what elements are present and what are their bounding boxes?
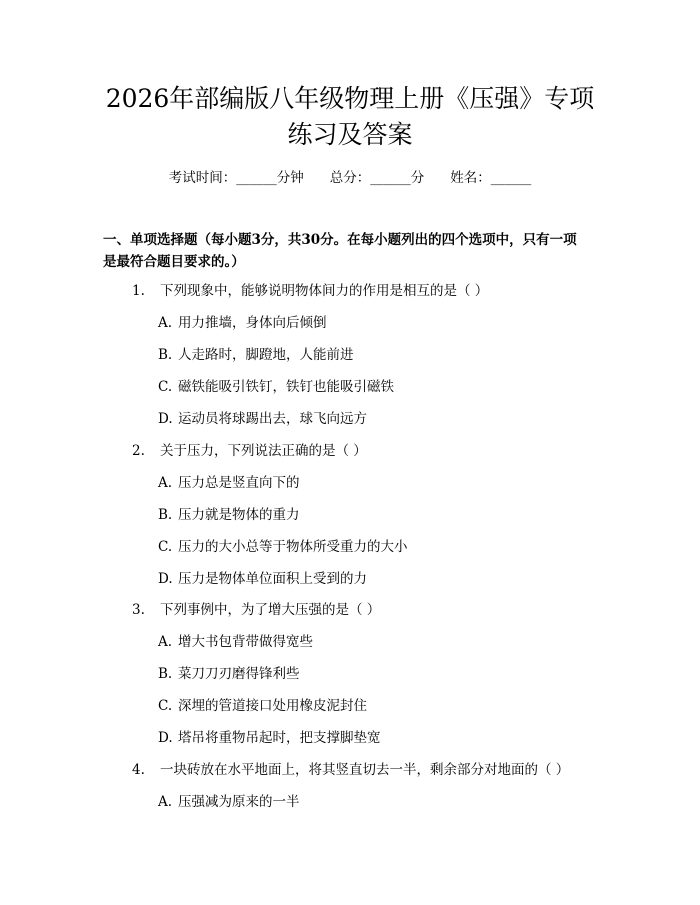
option-letter: A. (158, 794, 173, 810)
question-1-option-c (158, 378, 394, 396)
option-letter: B. (158, 666, 173, 682)
question-text: 下列现象中，能够说明物体间力的作用是相互的是（ ） (160, 283, 489, 299)
question-2 (132, 442, 367, 460)
option-text: 增大书包背带做得宽些 (178, 634, 313, 650)
total-score: 总分：______分 (329, 170, 425, 186)
question-text: 关于压力，下列说法正确的是（ ） (160, 443, 367, 459)
student-name: 姓名：______ (450, 170, 532, 186)
option-letter: B. (158, 347, 173, 363)
question-text: 一块砖放在水平地面上，将其竖直切去一半，剩余部分对地面的（ ） (160, 762, 570, 778)
option-text: 运动员将球踢出去，球飞向远方 (178, 411, 367, 427)
option-letter: D. (158, 730, 173, 746)
option-text: 磁铁能吸引铁钉，铁钉也能吸引磁铁 (178, 379, 394, 395)
option-text: 压力总是竖直向下的 (178, 475, 300, 491)
question-3-option-a (158, 633, 313, 651)
question-4 (132, 761, 569, 779)
question-2-option-b (158, 506, 300, 524)
option-letter: B. (158, 507, 173, 523)
question-number: 3. (132, 602, 145, 618)
question-2-option-a (158, 474, 300, 492)
option-text: 压力就是物体的重力 (178, 507, 300, 523)
option-text: 菜刀刀刃磨得锋利些 (178, 666, 300, 682)
document-title-line-2: 练习及答案 (287, 120, 413, 149)
option-text: 深埋的管道接口处用橡皮泥封住 (178, 698, 367, 714)
document-title-line-1: 2026年部编版八年级物理上册《压强》专项 (105, 84, 595, 113)
question-1 (132, 282, 488, 300)
option-letter: D. (158, 571, 173, 587)
exam-info (0, 169, 700, 187)
question-number: 2. (132, 443, 145, 459)
question-text: 下列事例中，为了增大压强的是（ ） (160, 602, 381, 618)
question-number: 1. (132, 283, 145, 299)
option-text: 用力推墙，身体向后倾倒 (178, 315, 327, 331)
question-2-option-c (158, 538, 408, 556)
section-heading-line-1: 一、单项选择题（每小题3分，共30分。在每小题列出的四个选项中，只有一项 (103, 232, 577, 248)
option-text: 压强减为原来的一半 (178, 794, 300, 810)
exam-time: 考试时间：______分钟 (168, 170, 304, 186)
option-letter: A. (158, 475, 173, 491)
option-text: 人走路时，脚蹬地，人能前进 (178, 347, 354, 363)
option-letter: A. (158, 315, 173, 331)
option-letter: C. (158, 539, 173, 555)
option-letter: C. (158, 379, 173, 395)
option-letter: A. (158, 634, 173, 650)
section-heading-line-2: 是最符合题目要求的。） (103, 254, 245, 270)
question-4-option-a (158, 793, 300, 811)
question-3-option-d (158, 729, 381, 747)
question-1-option-a (158, 314, 327, 332)
question-3-option-b (158, 665, 300, 683)
question-3 (132, 601, 380, 619)
question-number: 4. (132, 762, 145, 778)
option-text: 压力的大小总等于物体所受重力的大小 (178, 539, 408, 555)
option-text: 塔吊将重物吊起时，把支撑脚垫宽 (178, 730, 381, 746)
option-text: 压力是物体单位面积上受到的力 (178, 571, 367, 587)
question-1-option-d (158, 410, 367, 428)
option-letter: D. (158, 411, 173, 427)
question-3-option-c (158, 697, 367, 715)
question-2-option-d (158, 570, 367, 588)
option-letter: C. (158, 698, 173, 714)
question-1-option-b (158, 346, 354, 364)
